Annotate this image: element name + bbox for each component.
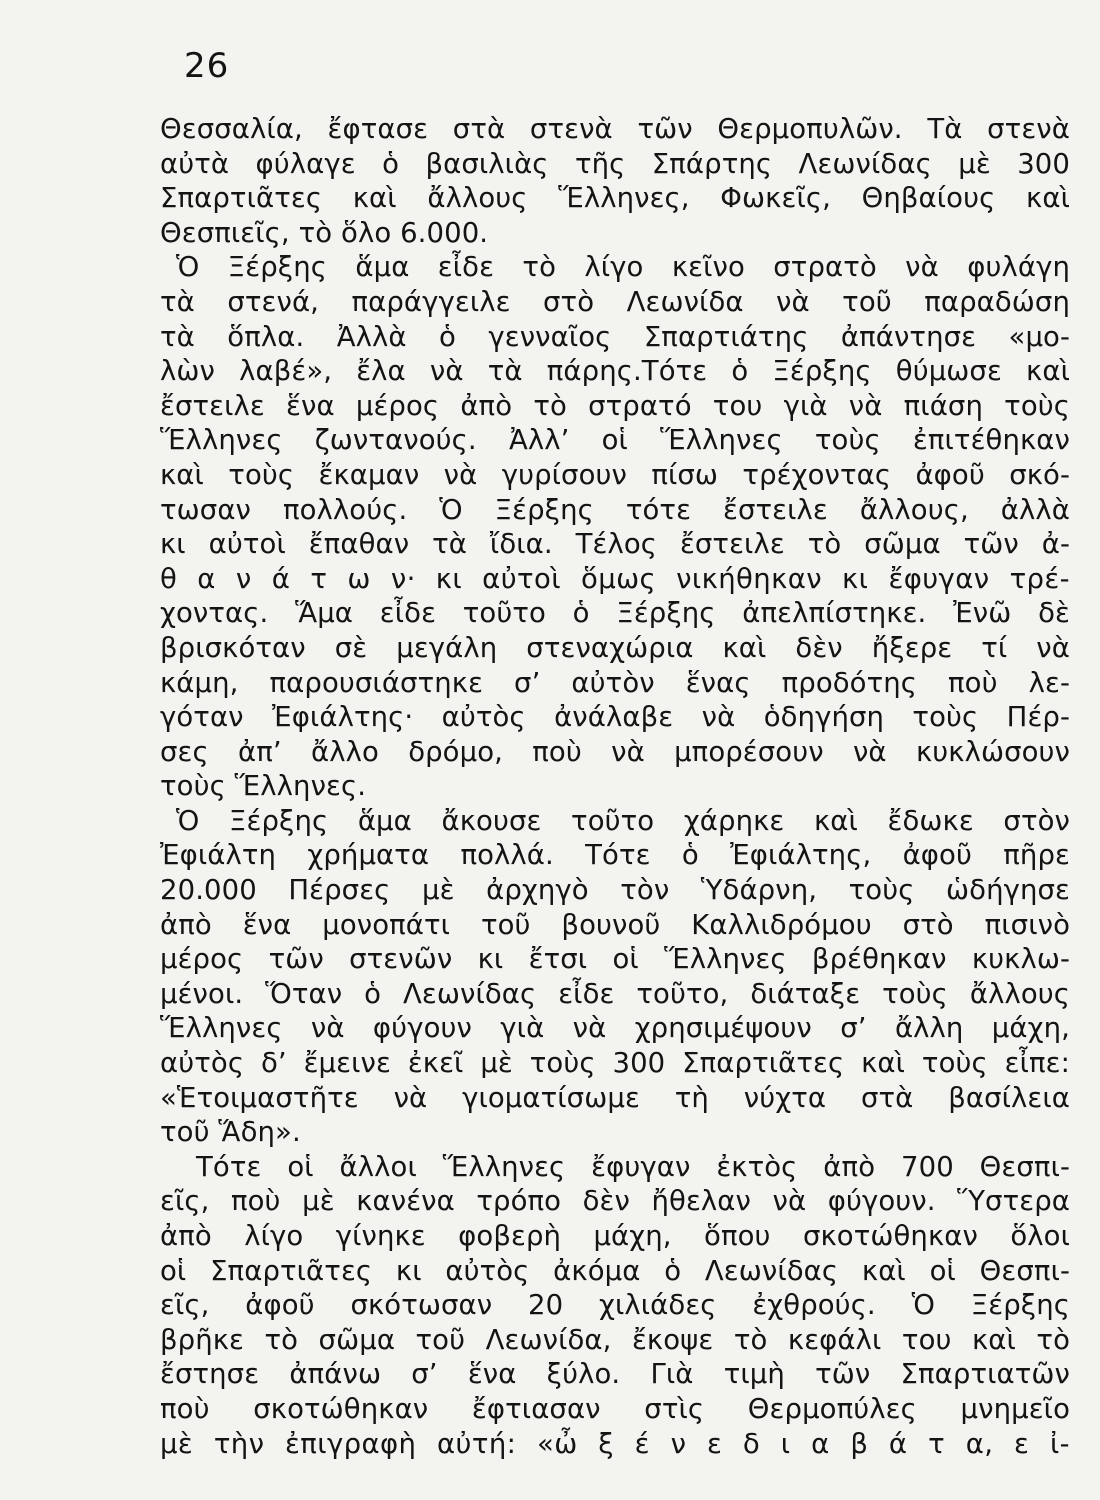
text-line: θ α ν ά τ ω ν· κι αὐτοὶ ὅμως νικήθηκαν κι ἔφυγαν τρέ- xyxy=(160,562,1070,595)
text-line: κάμη, παρουσιάστηκε σ’ αὐτὸν ἕνας προδότης ποὺ λε- xyxy=(160,666,1070,699)
text-line: τοῦ Ἅδη». xyxy=(160,1116,301,1149)
text-line: τὰ ὅπλα. Ἀλλὰ ὁ γενναῖος Σπαρτιάτης ἀπάντησε «μο- xyxy=(160,320,1070,353)
text-line: Ὁ Ξέρξης ἅμα εἶδε τὸ λίγο κεῖνο στρατὸ νὰ φυλάγη xyxy=(176,251,1070,284)
text-line: αὐτὰ φύλαγε ὁ βασιλιὰς τῆς Σπάρτης Λεωνίδας μὲ 300 xyxy=(160,147,1070,180)
text-line: λὼν λαβέ», ἔλα νὰ τὰ πάρης.Τότε ὁ Ξέρξης θύμωσε καὶ xyxy=(160,355,1070,388)
text-line: βρῆκε τὸ σῶμα τοῦ Λεωνίδα, ἔκοψε τὸ κεφάλι του καὶ τὸ xyxy=(160,1323,1070,1356)
text-body xyxy=(160,112,1070,1461)
text-line: μέρος τῶν στενῶν κι ἔτσι οἱ Ἕλληνες βρέθηκαν κυκλω- xyxy=(160,943,1070,976)
text-line: μὲ τὴν ἐπιγραφὴ αὐτή: «ὦ ξ έ ν ε δ ι α β ά τ α, ε ἰ- xyxy=(160,1427,1070,1460)
text-line: ἔστησε ἀπάνω σ’ ἕνα ξύλο. Γιὰ τιμὴ τῶν Σπαρτιατῶν xyxy=(160,1358,1070,1391)
text-line: ποὺ σκοτώθηκαν ἔφτιασαν στὶς Θερμοπύλες μνημεῖο xyxy=(160,1392,1070,1425)
text-line: βρισκόταν σὲ μεγάλη στεναχώρια καὶ δὲν ἤξερε τί νὰ xyxy=(160,631,1070,664)
text-line: ἀπὸ ἕνα μονοπάτι τοῦ βουνοῦ Καλλιδρόμου στὸ πισινὸ xyxy=(160,908,1070,941)
text-line: κι αὐτοὶ ἔπαθαν τὰ ἴδια. Τέλος ἔστειλε τὸ σῶμα τῶν ἀ- xyxy=(160,528,1070,561)
text-line: Ἐφιάλτη χρήματα πολλά. Τότε ὁ Ἐφιάλτης, ἀφοῦ πῆρε xyxy=(160,839,1070,872)
text-line: Ἕλληνες ζωντανούς. Ἀλλ’ οἱ Ἕλληνες τοὺς ἐπιτέθηκαν xyxy=(160,424,1070,457)
text-line: 20.000 Πέρσες μὲ ἀρχηγὸ τὸν Ὑδάρνη, τοὺς ὡδήγησε xyxy=(160,874,1070,907)
text-line: Θεσσαλία, ἔφτασε στὰ στενὰ τῶν Θερμοπυλῶν. Τὰ στενὰ xyxy=(160,113,1070,145)
text-line: εῖς, ἀφοῦ σκότωσαν 20 χιλιάδες ἐχθρούς. Ὁ Ξέρξης xyxy=(160,1289,1070,1322)
text-line: ἔστειλε ἕνα μέρος ἀπὸ τὸ στρατό του γιὰ νὰ πιάση τοὺς xyxy=(160,389,1070,422)
text-line: Ὁ Ξέρξης ἅμα ἄκουσε τοῦτο χάρηκε καὶ ἔδωκε στὸν xyxy=(176,804,1070,837)
text-line: οἱ Σπαρτιᾶτες κι αὐτὸς ἀκόμα ὁ Λεωνίδας καὶ οἱ Θεσπι- xyxy=(160,1254,1070,1287)
text-line: σες ἀπ’ ἄλλο δρόμο, ποὺ νὰ μπορέσουν νὰ κυκλώσουν xyxy=(160,735,1070,768)
text-line: τοὺς Ἕλληνες. xyxy=(160,770,367,803)
text-line: τωσαν πολλούς. Ὁ Ξέρξης τότε ἔστειλε ἄλλους, ἀλλὰ xyxy=(160,493,1070,526)
text-line: χοντας. Ἅμα εἶδε τοῦτο ὁ Ξέρξης ἀπελπίστηκε. Ἐνῶ δὲ xyxy=(160,597,1070,630)
text-line: γόταν Ἐφιάλτης· αὐτὸς ἀνάλαβε νὰ ὁδηγήση τοὺς Πέρ- xyxy=(160,701,1070,734)
text-line: Σπαρτιᾶτες καὶ ἄλλους Ἕλληνες, Φωκεῖς, Θηβαίους καὶ xyxy=(160,182,1070,215)
text-line: τὰ στενά, παράγγειλε στὸ Λεωνίδα νὰ τοῦ παραδώση xyxy=(160,285,1070,318)
text-line: ἀπὸ λίγο γίνηκε φοβερὴ μάχη, ὅπου σκοτώθηκαν ὅλοι xyxy=(160,1220,1070,1252)
text-line: μένοι. Ὅταν ὁ Λεωνίδας εἶδε τοῦτο, διάταξε τοὺς ἄλλους xyxy=(160,977,1070,1010)
text-line: καὶ τοὺς ἔκαμαν νὰ γυρίσουν πίσω τρέχοντας ἀφοῦ σκό- xyxy=(160,458,1070,491)
text-line: αὐτὸς δ’ ἔμεινε ἐκεῖ μὲ τοὺς 300 Σπαρτιᾶτες καὶ τοὺς εἶπε: xyxy=(160,1047,1070,1080)
text-line: Τότε οἱ ἄλλοι Ἕλληνες ἔφυγαν ἐκτὸς ἀπὸ 700 Θεσπι- xyxy=(196,1150,1070,1183)
page-number: 26 xyxy=(184,46,230,86)
text-line: Ἕλληνες νὰ φύγουν γιὰ νὰ χρησιμέψουν σ’ ἄλλη μάχη, xyxy=(160,1012,1070,1045)
text-line: εῖς, ποὺ μὲ κανένα τρόπο δὲν ἤθελαν νὰ φύγουν. Ὕστερα xyxy=(160,1185,1070,1218)
text-line: Θεσπιεῖς, τὸ ὅλο 6.000. xyxy=(160,216,489,249)
text-line: «Ἑτοιμαστῆτε νὰ γιοματίσωμε τὴ νύχτα στὰ βασίλεια xyxy=(160,1081,1070,1114)
